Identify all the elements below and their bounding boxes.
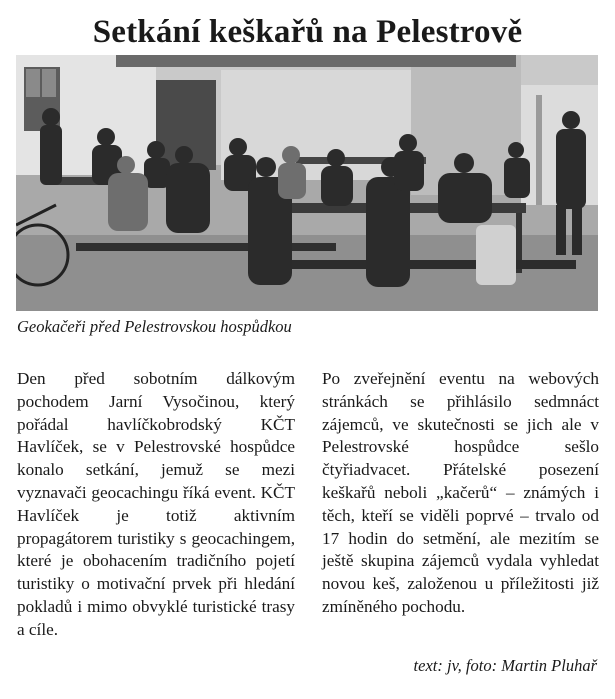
photo-caption: Geokačeři před Pelestrovskou hospůdkou: [17, 317, 292, 336]
article-column-right: Po zveřejnění eventu na webových stránkách se přihlásilo sedmnáct zájemců, ve skutečnosti se jich ale v Pelestrovské hospůdce sešlo čtyřiadvacet. Přátelské posezení keškařů neboli „kačerů“ – známých i těch, kteří se viděli poprvé – trvalo od 17 hodin do setmění, ale mezitím se ještě skupina zájemců vydala vyhledat novou keš, založenou u příležitosti již zmíněného pochodu.: [322, 369, 599, 616]
article-photo: [16, 55, 598, 311]
article-credit: text: jv, foto: Martin Pluhař: [413, 656, 597, 675]
photo-geocachers-outside-pub: [16, 55, 598, 311]
headline: Setkání keškařů na Pelestrově: [92, 14, 523, 50]
article-column-left: Den před sobotním dálkovým pochodem Jarní Vysočinou, který pořádal havlíčkobrodský KČT Havlíček, se v Pelestrovské hospůdce konalo setkání, jemuž se mezi vyznavači geocachingu říká event. KČT Havlíček je totiž aktivním propagátorem turistiky s geocachingem, které je obohacením tradičního pojetí turistiky o motivační prvek při hledání pokladů i mimo obvyklé turistické trasy a cíle.: [17, 369, 295, 639]
